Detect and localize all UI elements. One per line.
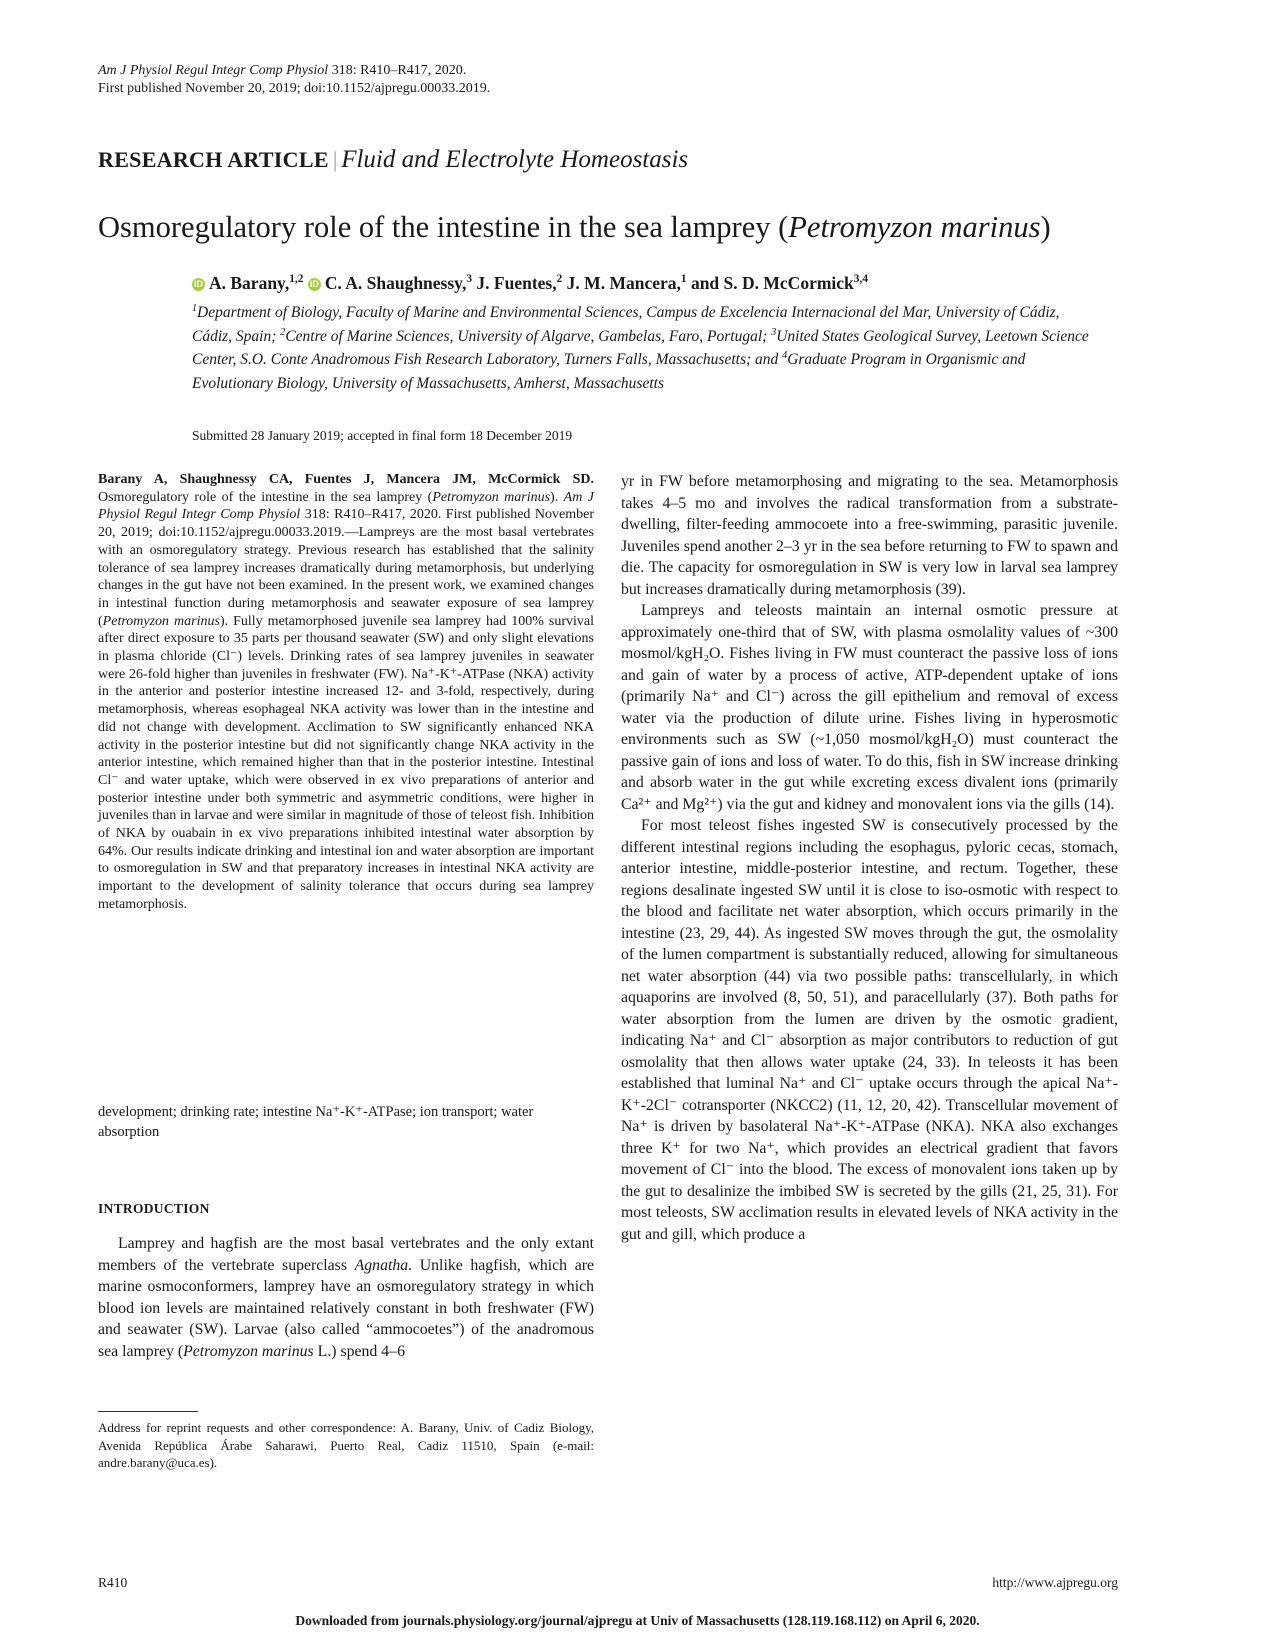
intro-taxon: Agnatha: [354, 1256, 409, 1274]
abstract-text: 318: R410–R417, 2020. First published November 20, 2019; doi:10.1152/ajpregu.00033.2019.—Lampreys are the most basal vertebrates with an osmoregulatory strategy. Previous research has established that the salinity tolerance of sea lamprey increases dramatically during metamorphosis, but underlying changes in the gut have not been examined. In the present work, we examined changes in intestinal function during metamorphosis and seawater exposure of sea lamprey (: [98, 507, 594, 629]
footnote-rule: [98, 1411, 198, 1412]
author-affiliation: 3,4: [853, 273, 868, 286]
intro-text: . Unlike hagfish, which are marine osmoconformers, lamprey have an osmoregulatory strategy in which blood ion levels are maintained relatively constant in both freshwater (FW) and seawater (SW). Larvae (also called “ammocoetes”) of the anadromous sea lamprey (: [98, 1256, 594, 1360]
intro-text: Lamprey and hagfish are the most basal vertebrates and the only extant members of the vertebrate superclass: [98, 1235, 594, 1274]
abstract: [98, 471, 594, 914]
article-type-label: RESEARCH ARTICLE: [98, 147, 329, 172]
published-line: First published November 20, 2019; doi:10.1152/ajpregu.00033.2019.: [98, 81, 491, 96]
journal-citation: 318: R410–R417, 2020.: [331, 63, 467, 78]
right-column: [621, 471, 1118, 1245]
author-affiliation: 1: [680, 273, 687, 286]
author-name[interactable]: C. A. Shaughnessy,: [324, 273, 467, 293]
author-affiliation: 1,2: [289, 273, 304, 286]
title-species: Petromyzon marinus: [788, 210, 1041, 244]
author-name: J. M. Mancera,: [566, 273, 681, 293]
affiliations: [192, 301, 1092, 395]
submission-dates: Submitted 28 January 2019; accepted in final form 18 December 2019: [192, 428, 573, 443]
abstract-species: Petromyzon marinus: [102, 613, 220, 629]
article-topic: Fluid and Electrolyte Homeostasis: [341, 146, 689, 173]
author-affiliation: 3: [466, 273, 473, 286]
keywords: development; drinking rate; intestine Na⁺-K⁺-ATPase; ion transport; water absorption: [98, 1104, 534, 1140]
affiliation-text: United States Geological Survey, Leetown Science Center, S.O. Conte Anadromous Fish Research Laboratory, Turners Falls, Massachusetts; and: [192, 327, 1089, 368]
page-number: R410: [98, 1575, 128, 1590]
affiliation-number: 3: [771, 326, 777, 338]
affiliation-number: 2: [280, 326, 286, 338]
abstract-journal: Am J Physiol Regul Integr Comp Physiol: [98, 489, 594, 523]
journal-name: Am J Physiol Regul Integr Comp Physiol: [98, 63, 329, 78]
orcid-icon[interactable]: iD: [309, 279, 319, 289]
body-paragraph: Lampreys and teleosts maintain an internal osmotic pressure at approximately one-third that of SW, with plasma osmolality values of ~300 mosmol/kgH₂O. Fishes living in FW must counteract the passive loss of ions and gain of water by a process of active, ATP-dependent uptake of ions (primarily Na⁺ and Cl⁻) across the gill epithelium and removal of excess water via the production of dilute urine. Fishes living in hyperosmotic environments such as SW (~1,050 mosmol/kgH₂O) must counteract the passive gain of ions and loss of water. To do this, fish in SW increase drinking and absorb water in the gut while excreting excess divalent ions (primarily Ca²⁺ and Mg²⁺) via the gut and kidney and monovalent ions via the gills (14).: [621, 602, 1118, 813]
page-title: [98, 210, 1198, 245]
correspondence-footnote: Address for reprint requests and other correspondence: A. Barany, Univ. of Cadiz Biology, Avenida República Árabe Saharawi, Puerto Real, Cadiz 11510, Spain (e-mail: andre.barany@uca.es).: [98, 1420, 594, 1470]
affiliation-text: Centre of Marine Sciences, University of Algarve, Gambelas, Faro, Portugal;: [285, 327, 772, 345]
intro-species: Petromyzon marinus: [183, 1342, 314, 1360]
intro-paragraph: [98, 1233, 594, 1362]
journal-url[interactable]: http://www.ajpregu.org: [992, 1575, 1118, 1590]
author-affiliation: 2: [556, 273, 563, 286]
orcid-icon[interactable]: iD: [194, 279, 203, 289]
abstract-authors: Barany A, Shaughnessy CA, Fuentes J, Mancera JM, McCormick SD.: [98, 472, 594, 487]
affiliation-text: Department of Biology, Faculty of Marine and Environmental Sciences, Campus de Excelencia Internacional del Mar, University of Cádiz, Cádiz, Spain;: [192, 304, 1060, 345]
download-notice: Downloaded from journals.physiology.org/journal/ajpregu at Univ of Massachusetts (128.119.168.112) on April 6, 2020.: [295, 1613, 980, 1628]
abstract-species: Petromyzon marinus: [432, 489, 551, 505]
author-name[interactable]: A. Barany,: [209, 273, 290, 293]
abstract-text: Osmoregulatory role of the intestine in the sea lamprey (: [98, 489, 433, 505]
author-name: J. Fuentes,: [476, 273, 557, 293]
intro-text: L.) spend 4–6: [313, 1342, 405, 1360]
body-paragraph: For most teleost fishes ingested SW is consecutively processed by the different intestinal regions including the esophagus, pyloric cecas, stomach, anterior intestine, middle-posterior intestine, and rectum. Together, these regions desalinate ingested SW until it is close to iso-osmotic with respect to the blood and facilitate net water absorption, which occurs primarily in the intestine (23, 29, 44). As ingested SW moves through the gut, the osmolality of the lumen compartment is substantially reduced, allowing for simultaneous net water absorption (44) via two possible paths: transcellularly, in which aquaporins are involved (8, 50, 51), and paracellularly (37). Both paths for water absorption from the lumen are driven by the osmotic gradient, indicating Na⁺ and Cl⁻ absorption as major contributors to reduction of gut osmolality that then allows water uptake (24, 33). In teleosts it has been established that luminal Na⁺ and Cl⁻ uptake occurs through the apical Na⁺-K⁺-2Cl⁻ cotransporter (NKCC2) (11, 12, 20, 42). Transcellular movement of Na⁺ is driven by basolateral Na⁺-K⁺-ATPase (NKA). NKA also exchanges three K⁺ for two Na⁺, which provides an electrical gradient that favors movement of Cl⁻ into the blood. The excess of monovalent ions taken up by the gut to desalinize the imbibed SW is secreted by the gills (21, 25, 31). For most teleosts, SW acclimation results in elevated levels of NKA activity in the gut and gill, which produce a: [621, 817, 1118, 1243]
article-type: [98, 146, 688, 174]
body-paragraph: yr in FW before metamorphosing and migrating to the sea. Metamorphosis takes 4–5 mo and involves the radical transformation from a substrate-dwelling, filter-feeding ammocoete into a free-swimming, parasitic juvenile. Juveniles spend another 2–3 yr in the sea before returning to FW to spawn and die. The capacity for osmoregulation in SW is very low in larval sea lamprey but increases dramatically during metamorphosis (39).: [621, 473, 1118, 598]
affiliation-number: 1: [192, 302, 198, 314]
journal-header: [98, 62, 490, 98]
authors-and: and: [690, 273, 720, 293]
abstract-text: ).: [550, 489, 564, 505]
author-name: S. D. McCormick: [723, 273, 854, 293]
intro-heading: INTRODUCTION: [98, 1201, 210, 1216]
intro-body: [98, 1233, 594, 1362]
author-list: [192, 273, 868, 294]
affiliation-number: 4: [782, 349, 788, 361]
title-close: ): [1040, 210, 1051, 244]
abstract-text: ). Fully metamorphosed juvenile sea lamprey had 100% survival after direct exposure to 35 parts per thousand seawater (SW) and only slight elevations in plasma chloride (Cl⁻) levels. Drinking rates of sea lamprey juveniles in seawater were 26-fold higher than juveniles in freshwater (FW). Na⁺-K⁺-ATPase (NKA) activity in the anterior and posterior intestine increased 12- and 3-fold, respectively, during metamorphosis, whereas esophageal NKA activity was lower than in the intestine and did not change with development. Acclimation to SW significantly enhanced NKA activity in the posterior intestine but did not significantly change NKA activity in the anterior intestine, which remained higher than that in the posterior intestine. Intestinal Cl⁻ and water uptake, which were observed in ex vivo preparations of anterior and posterior intestine under both symmetric and asymmetric conditions, were higher in juveniles than in larvae and were similar in magnitude of those of teleost fish. Inhibition of NKA by ouabain in ex vivo preparations inhibited intestinal water absorption by 64%. Our results indicate drinking and intestinal ion and water absorption are important to osmoregulation in SW and that preparatory increases in intestinal NKA activity are important to the development of salinity tolerance that occurs during sea lamprey metamorphosis.: [98, 613, 594, 912]
title-text: Osmoregulatory role of the intestine in the sea lamprey (: [98, 210, 789, 244]
divider: |: [332, 147, 338, 172]
affiliation-text: Graduate Program in Organismic and Evolutionary Biology, University of Massachusetts, Amherst, Massachusetts: [192, 351, 1026, 392]
